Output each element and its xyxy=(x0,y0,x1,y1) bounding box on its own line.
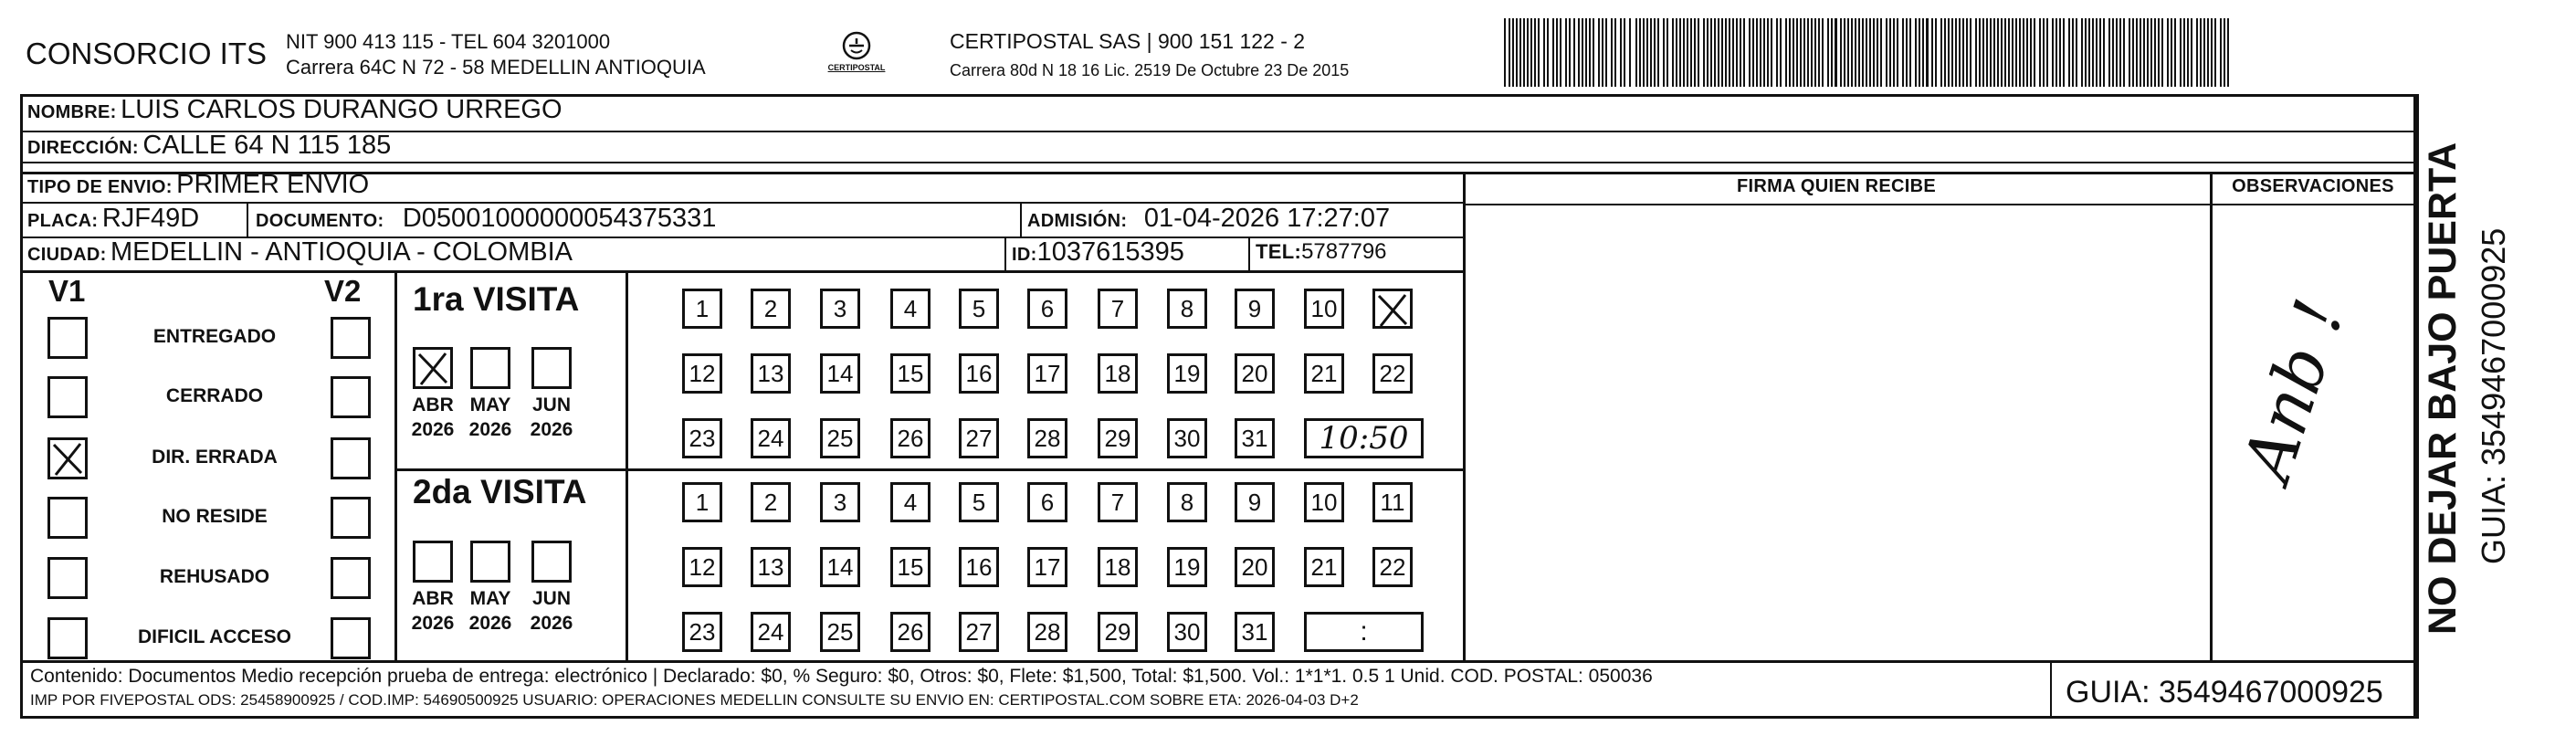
visit2-day-box[interactable]: 17 xyxy=(1027,547,1067,587)
company-address: Carrera 64C N 72 - 58 MEDELLIN ANTIOQUIA xyxy=(286,56,706,79)
company-name: CONSORCIO ITS xyxy=(26,37,268,70)
status-checkbox-v2[interactable] xyxy=(331,617,371,659)
admision-value: 01-04-2026 17:27:07 xyxy=(1143,204,1391,233)
status-label: ENTREGADO xyxy=(152,326,277,347)
visit2-month-label: MAY xyxy=(469,588,511,609)
ciudad-cell xyxy=(27,237,573,268)
documento-value: D05001000000054375331 xyxy=(402,204,717,233)
visit2-day-box[interactable]: 4 xyxy=(890,482,931,522)
visit2-day-box[interactable]: 30 xyxy=(1167,612,1207,652)
visit1-day-box[interactable]: 29 xyxy=(1098,418,1138,458)
ciudad-label: CIUDAD: xyxy=(27,245,107,265)
visit1-day-box[interactable]: 10 xyxy=(1304,289,1344,329)
v2-header: V2 xyxy=(324,274,362,308)
visit1-month-checkbox[interactable] xyxy=(531,347,572,389)
visit1-day-box[interactable]: 31 xyxy=(1235,418,1275,458)
status-checkbox-v1[interactable] xyxy=(47,557,88,599)
logo-text: CERTIPOSTAL xyxy=(827,63,886,72)
documento-label: DOCUMENTO: xyxy=(256,211,384,231)
status-checkbox-v1[interactable] xyxy=(47,437,88,479)
visit2-day-box[interactable]: 11 xyxy=(1372,482,1413,522)
visit2-month-label: JUN xyxy=(531,588,571,609)
placa-cell xyxy=(27,204,199,234)
visit2-day-box[interactable]: 26 xyxy=(890,612,931,652)
status-label: REHUSADO xyxy=(159,566,270,587)
status-checkbox-v1[interactable] xyxy=(47,617,88,659)
visit2-day-box[interactable]: 31 xyxy=(1235,612,1275,652)
barcode xyxy=(1502,18,2233,87)
status-checkbox-v2[interactable] xyxy=(331,437,371,479)
documento-cell xyxy=(256,204,716,234)
visit2-day-box[interactable]: 25 xyxy=(820,612,860,652)
visit2-day-box[interactable]: 15 xyxy=(890,547,931,587)
nombre-label: NOMBRE: xyxy=(27,102,117,122)
visit2-day-box[interactable]: 28 xyxy=(1027,612,1067,652)
observaciones-label: OBSERVACIONES xyxy=(2232,176,2394,196)
visit2-day-box[interactable]: 21 xyxy=(1304,547,1344,587)
visit1-day-box[interactable]: 8 xyxy=(1167,289,1207,329)
visit1-day-box[interactable]: 28 xyxy=(1027,418,1067,458)
admision-cell xyxy=(1027,204,1390,234)
direccion-label: DIRECCIÓN: xyxy=(27,138,139,158)
visit1-day-box[interactable]: 2 xyxy=(751,289,791,329)
id-label: ID: xyxy=(1012,245,1037,265)
tipo-value: PRIMER ENVIO xyxy=(176,170,370,199)
firma-label: FIRMA QUIEN RECIBE xyxy=(1737,176,1936,196)
visit2-month-year: 2026 xyxy=(530,613,573,634)
certipostal-address: Carrera 80d N 18 16 Lic. 2519 De Octubre 23 De 2015 xyxy=(950,61,1350,79)
visit2-day-box[interactable]: 23 xyxy=(682,612,722,652)
visit1-day-box[interactable]: 18 xyxy=(1098,353,1138,394)
visit2-day-box[interactable]: 10 xyxy=(1304,482,1344,522)
visit2-month-label: ABR xyxy=(412,588,454,609)
visit1-day-box[interactable]: 19 xyxy=(1167,353,1207,394)
tel-cell xyxy=(1256,239,1387,265)
visit1-month-label: ABR xyxy=(412,394,454,415)
status-label: CERRADO xyxy=(165,385,264,406)
visit2-day-box[interactable]: 22 xyxy=(1372,547,1413,587)
status-checkbox-v1[interactable] xyxy=(47,317,88,359)
visit2-day-box[interactable]: 18 xyxy=(1098,547,1138,587)
visit2-day-box[interactable]: 9 xyxy=(1235,482,1275,522)
direccion-row xyxy=(27,131,391,161)
footer-guia: GUIA: 3549467000925 xyxy=(2066,675,2383,710)
visit1-day-box[interactable]: 27 xyxy=(959,418,999,458)
nombre-value: LUIS CARLOS DURANGO URREGO xyxy=(121,95,563,124)
visit2-day-box[interactable]: 27 xyxy=(959,612,999,652)
visit2-month-checkbox[interactable] xyxy=(531,541,572,583)
footer-imp: IMP POR FIVEPOSTAL ODS: 25458900925 / COD.IMP: 54690500925 USUARIO: OPERACIONES MEDELLIN CONSULTE SU ENVIO EN: CERTIPOSTAL.COM SOBRE ETA: 2026-04-03 D+2 xyxy=(30,691,1359,709)
visit1-day-box[interactable]: 9 xyxy=(1235,289,1275,329)
id-cell xyxy=(1012,237,1184,268)
visit1-month-year: 2026 xyxy=(468,419,512,440)
status-checkbox-v1[interactable] xyxy=(47,376,88,418)
visit2-day-box[interactable]: 12 xyxy=(682,547,722,587)
visit1-day-box[interactable]: 7 xyxy=(1098,289,1138,329)
status-checkbox-v2[interactable] xyxy=(331,317,371,359)
visit2-day-box[interactable]: 7 xyxy=(1098,482,1138,522)
footer-contenido: Contenido: Documentos Medio recepción prueba de entrega: electrónico | Declarado: $0, % Seguro: $0, Otros: $0, Flete: $1,500, Total: $1,500. Vol.: 1*1*1. 0.5 1 Unid. COD. POSTAL: 050036 xyxy=(30,666,1653,687)
signature-area xyxy=(1466,205,2207,657)
visit1-day-box[interactable] xyxy=(1372,289,1413,329)
visit1-day-box[interactable]: 14 xyxy=(820,353,860,394)
visit2-month-checkbox[interactable] xyxy=(470,541,510,583)
visit1-day-box[interactable]: 24 xyxy=(751,418,791,458)
visit2-day-box[interactable]: 19 xyxy=(1167,547,1207,587)
visit1-day-box[interactable]: 5 xyxy=(959,289,999,329)
v1-header: V1 xyxy=(48,274,86,308)
status-label: DIR. ERRADA xyxy=(152,447,278,468)
visit2-day-box[interactable]: 3 xyxy=(820,482,860,522)
visit1-day-box[interactable]: 21 xyxy=(1304,353,1344,394)
status-checkbox-v2[interactable] xyxy=(331,557,371,599)
visit1-month-year: 2026 xyxy=(530,419,573,440)
visit2-time-box[interactable]: : xyxy=(1304,612,1424,652)
visit1-title: 1ra VISITA xyxy=(413,280,580,318)
tipo-label: TIPO DE ENVIO: xyxy=(27,177,173,197)
visit1-month-label: JUN xyxy=(531,394,571,415)
visit1-month-year: 2026 xyxy=(411,419,455,440)
visit1-day-box[interactable]: 25 xyxy=(820,418,860,458)
visit1-day-box[interactable]: 30 xyxy=(1167,418,1207,458)
ciudad-value: MEDELLIN - ANTIOQUIA - COLOMBIA xyxy=(110,237,573,267)
side-warning: NO DEJAR BAJO PUERTA xyxy=(2421,142,2465,635)
visit1-day-box[interactable]: 26 xyxy=(890,418,931,458)
visit1-day-box[interactable]: 15 xyxy=(890,353,931,394)
side-guia: GUIA: 3549467000925 xyxy=(2475,227,2512,564)
visit1-time-box[interactable]: 10:50 xyxy=(1304,418,1424,458)
visit1-day-box[interactable]: 22 xyxy=(1372,353,1413,394)
certipostal-logo xyxy=(815,27,898,82)
visit2-day-box[interactable]: 29 xyxy=(1098,612,1138,652)
visit2-day-box[interactable]: 13 xyxy=(751,547,791,587)
id-value: 1037615395 xyxy=(1036,237,1184,267)
visit1-day-box[interactable]: 1 xyxy=(682,289,722,329)
visit2-title: 2da VISITA xyxy=(413,473,587,510)
visit1-day-box[interactable]: 23 xyxy=(682,418,722,458)
visit1-day-box[interactable]: 17 xyxy=(1027,353,1067,394)
visit2-day-box[interactable]: 16 xyxy=(959,547,999,587)
tel-value: 5787796 xyxy=(1301,239,1387,264)
visit1-month-label: MAY xyxy=(469,394,511,415)
visit1-day-box[interactable]: 3 xyxy=(820,289,860,329)
visit1-month-checkbox[interactable] xyxy=(470,347,510,389)
status-checkbox-v2[interactable] xyxy=(331,376,371,418)
direccion-value: CALLE 64 N 115 185 xyxy=(142,131,392,160)
nombre-row xyxy=(27,95,563,125)
visit1-day-box[interactable]: 6 xyxy=(1027,289,1067,329)
visit2-month-checkbox[interactable] xyxy=(413,541,453,583)
certipostal-name: CERTIPOSTAL SAS | 900 151 122 - 2 xyxy=(950,29,1306,53)
visit1-day-box[interactable]: 4 xyxy=(890,289,931,329)
visit2-day-box[interactable]: 14 xyxy=(820,547,860,587)
status-label: DIFICIL ACCESO xyxy=(137,626,291,647)
visit2-month-year: 2026 xyxy=(468,613,512,634)
placa-label: PLACA: xyxy=(27,211,99,231)
visit2-day-box[interactable]: 24 xyxy=(751,612,791,652)
visit1-day-box[interactable]: 16 xyxy=(959,353,999,394)
visit2-day-box[interactable]: 20 xyxy=(1235,547,1275,587)
tel-label: TEL: xyxy=(1256,240,1302,263)
visit1-month-checkbox[interactable] xyxy=(413,347,453,389)
visit1-day-box[interactable]: 12 xyxy=(682,353,722,394)
visit2-day-box[interactable]: 2 xyxy=(751,482,791,522)
status-checkbox-v1[interactable] xyxy=(47,497,88,539)
visit2-day-box[interactable]: 5 xyxy=(959,482,999,522)
admision-label: ADMISIÓN: xyxy=(1027,211,1128,231)
company-nit: NIT 900 413 115 - TEL 604 3201000 xyxy=(286,30,611,53)
status-label: NO RESIDE xyxy=(162,506,268,527)
visit2-day-box[interactable]: 8 xyxy=(1167,482,1207,522)
placa-value: RJF49D xyxy=(101,204,200,233)
visit2-day-box[interactable]: 6 xyxy=(1027,482,1067,522)
visit2-month-year: 2026 xyxy=(411,613,455,634)
handwritten-observation: Anb ! xyxy=(2228,290,2360,490)
tipo-row xyxy=(27,170,369,200)
visit1-day-box[interactable]: 13 xyxy=(751,353,791,394)
status-checkbox-v2[interactable] xyxy=(331,497,371,539)
visit1-day-box[interactable]: 20 xyxy=(1235,353,1275,394)
visit2-day-box[interactable]: 1 xyxy=(682,482,722,522)
